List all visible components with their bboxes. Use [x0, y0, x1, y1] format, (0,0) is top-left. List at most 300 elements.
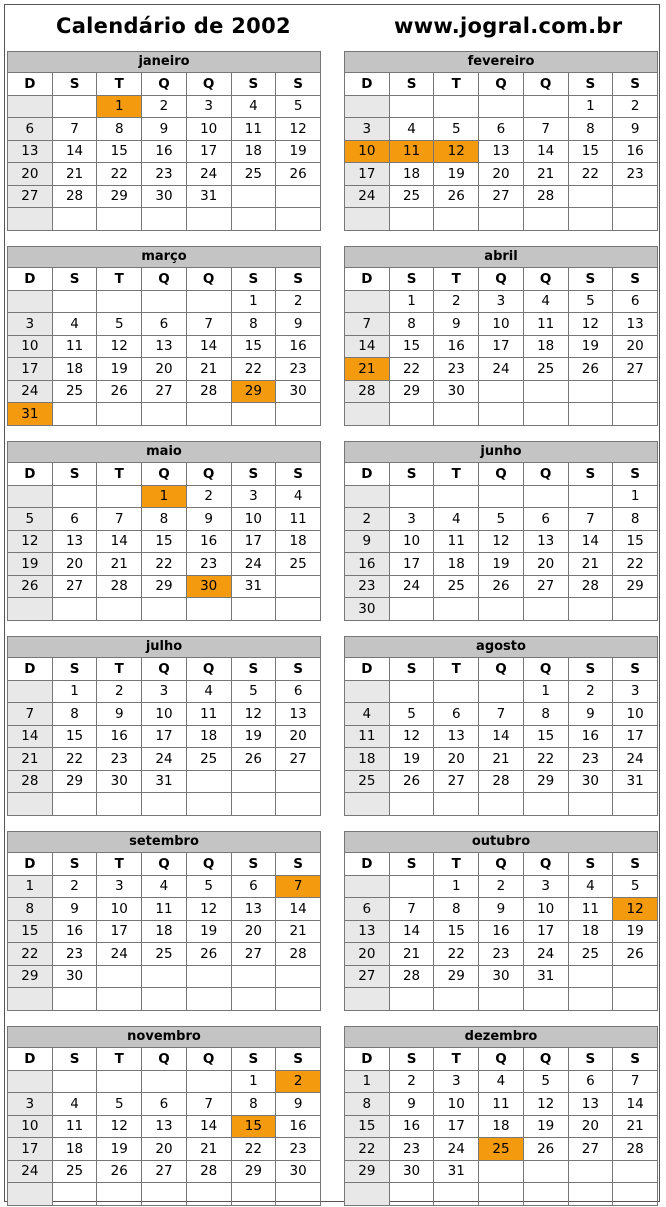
day-cell: 16 [276, 335, 321, 358]
day-cell: 21 [52, 163, 97, 186]
day-cell: 27 [568, 1138, 613, 1161]
day-cell: 22 [613, 553, 658, 576]
month-name: outubro [345, 832, 658, 853]
day-cell: 1 [52, 680, 97, 703]
day-cell: 25 [345, 770, 390, 793]
empty-cell [142, 290, 187, 313]
day-cell: 24 [389, 575, 434, 598]
empty-cell [276, 185, 321, 208]
empty-cell [434, 208, 479, 231]
weekday-label: S [276, 1048, 321, 1071]
empty-cell [142, 208, 187, 231]
day-cell: 9 [97, 703, 142, 726]
day-cell: 10 [8, 335, 53, 358]
day-cell: 8 [231, 1093, 276, 1116]
day-cell: 21 [389, 943, 434, 966]
empty-cell [568, 185, 613, 208]
day-cell: 24 [97, 943, 142, 966]
day-cell: 18 [434, 553, 479, 576]
empty-cell [434, 403, 479, 426]
weekday-label: T [434, 73, 479, 96]
weekday-label: S [389, 853, 434, 876]
day-cell: 29 [613, 575, 658, 598]
month-março [7, 246, 321, 426]
day-cell: 28 [186, 1160, 231, 1183]
day-cell: 24 [142, 748, 187, 771]
day-cell: 31 [8, 403, 53, 426]
day-cell: 12 [231, 703, 276, 726]
empty-cell [8, 680, 53, 703]
empty-cell [8, 598, 53, 621]
empty-cell [231, 185, 276, 208]
day-cell: 3 [523, 875, 568, 898]
day-cell: 14 [97, 530, 142, 553]
weekday-label: S [52, 1048, 97, 1071]
day-cell: 18 [345, 748, 390, 771]
weekday-label: S [613, 658, 658, 681]
empty-cell [613, 988, 658, 1011]
day-cell: 7 [523, 118, 568, 141]
day-cell: 25 [276, 553, 321, 576]
month-agosto [344, 636, 658, 816]
day-cell: 16 [142, 140, 187, 163]
weekday-label: Q [479, 1048, 524, 1071]
day-cell: 10 [613, 703, 658, 726]
weekday-label: D [345, 853, 390, 876]
empty-cell [434, 988, 479, 1011]
empty-cell [186, 208, 231, 231]
day-cell: 15 [52, 725, 97, 748]
month-name: fevereiro [345, 52, 658, 73]
empty-cell [613, 403, 658, 426]
empty-cell [389, 793, 434, 816]
day-cell: 24 [8, 1160, 53, 1183]
day-cell: 4 [434, 508, 479, 531]
day-cell: 11 [523, 313, 568, 336]
day-cell: 23 [276, 1138, 321, 1161]
day-cell: 16 [97, 725, 142, 748]
day-cell: 27 [434, 770, 479, 793]
day-cell: 14 [186, 1115, 231, 1138]
weekday-label: S [231, 268, 276, 291]
day-cell: 9 [389, 1093, 434, 1116]
day-cell: 31 [231, 575, 276, 598]
empty-cell [52, 988, 97, 1011]
empty-cell [523, 598, 568, 621]
empty-cell [479, 793, 524, 816]
month-abril [344, 246, 658, 426]
day-cell: 24 [434, 1138, 479, 1161]
day-cell: 26 [276, 163, 321, 186]
day-cell: 15 [389, 335, 434, 358]
weekday-label: S [568, 658, 613, 681]
empty-cell [142, 598, 187, 621]
weekday-label: Q [142, 1048, 187, 1071]
weekday-label: Q [523, 658, 568, 681]
day-cell: 27 [52, 575, 97, 598]
day-cell: 23 [434, 358, 479, 381]
empty-cell [389, 988, 434, 1011]
day-cell: 27 [142, 1160, 187, 1183]
day-cell: 8 [142, 508, 187, 531]
day-cell: 4 [389, 118, 434, 141]
weekday-label: S [568, 268, 613, 291]
weekday-label: T [97, 73, 142, 96]
day-cell: 18 [142, 920, 187, 943]
empty-cell [613, 598, 658, 621]
day-cell: 11 [345, 725, 390, 748]
month-name: setembro [8, 832, 321, 853]
day-cell: 5 [434, 118, 479, 141]
empty-cell [523, 988, 568, 1011]
day-cell: 10 [231, 508, 276, 531]
empty-cell [231, 770, 276, 793]
day-cell: 1 [345, 1070, 390, 1093]
day-cell: 2 [97, 680, 142, 703]
day-cell: 29 [389, 380, 434, 403]
weekday-label: S [613, 268, 658, 291]
day-cell: 28 [345, 380, 390, 403]
weekday-label: Q [479, 268, 524, 291]
empty-cell [186, 965, 231, 988]
day-cell: 2 [186, 485, 231, 508]
empty-cell [276, 770, 321, 793]
day-cell: 7 [97, 508, 142, 531]
empty-cell [523, 208, 568, 231]
day-cell: 14 [613, 1093, 658, 1116]
weekday-label: S [568, 853, 613, 876]
month-name: janeiro [8, 52, 321, 73]
day-cell: 17 [231, 530, 276, 553]
day-cell: 2 [434, 290, 479, 313]
day-cell: 23 [389, 1138, 434, 1161]
day-cell: 17 [389, 553, 434, 576]
weekday-label: T [97, 1048, 142, 1071]
empty-cell [52, 290, 97, 313]
day-cell: 6 [142, 313, 187, 336]
day-cell: 23 [52, 943, 97, 966]
weekday-label: S [276, 463, 321, 486]
month-name: maio [8, 442, 321, 463]
day-cell: 27 [231, 943, 276, 966]
day-cell: 12 [479, 530, 524, 553]
day-cell: 14 [276, 898, 321, 921]
day-cell: 23 [97, 748, 142, 771]
day-cell: 15 [434, 920, 479, 943]
day-cell: 13 [231, 898, 276, 921]
day-cell: 11 [231, 118, 276, 141]
day-cell: 5 [8, 508, 53, 531]
day-cell: 20 [568, 1115, 613, 1138]
empty-cell [186, 290, 231, 313]
day-cell: 13 [479, 140, 524, 163]
day-cell: 29 [523, 770, 568, 793]
day-cell: 20 [8, 163, 53, 186]
weekday-label: Q [186, 73, 231, 96]
day-cell: 20 [231, 920, 276, 943]
empty-cell [8, 485, 53, 508]
weekday-label: T [434, 658, 479, 681]
day-cell: 30 [479, 965, 524, 988]
day-cell: 31 [434, 1160, 479, 1183]
day-cell: 17 [142, 725, 187, 748]
weekday-label: T [97, 658, 142, 681]
day-cell: 19 [523, 1115, 568, 1138]
day-cell: 3 [142, 680, 187, 703]
day-cell: 26 [97, 380, 142, 403]
day-cell: 28 [568, 575, 613, 598]
empty-cell [345, 793, 390, 816]
day-cell: 12 [186, 898, 231, 921]
weekday-label: T [434, 268, 479, 291]
day-cell: 22 [568, 163, 613, 186]
day-cell: 1 [389, 290, 434, 313]
weekday-label: D [8, 853, 53, 876]
empty-cell [479, 598, 524, 621]
day-cell: 16 [568, 725, 613, 748]
empty-cell [389, 403, 434, 426]
weekday-label: S [52, 463, 97, 486]
day-cell: 15 [345, 1115, 390, 1138]
empty-cell [52, 208, 97, 231]
empty-cell [479, 1183, 524, 1206]
empty-cell [479, 208, 524, 231]
weekday-label: S [389, 463, 434, 486]
empty-cell [523, 380, 568, 403]
day-cell: 9 [345, 530, 390, 553]
day-cell: 2 [568, 680, 613, 703]
day-cell: 5 [523, 1070, 568, 1093]
day-cell: 7 [345, 313, 390, 336]
empty-cell [389, 598, 434, 621]
day-cell: 28 [523, 185, 568, 208]
day-cell: 31 [523, 965, 568, 988]
day-cell: 19 [479, 553, 524, 576]
day-cell: 27 [142, 380, 187, 403]
day-cell: 20 [142, 358, 187, 381]
empty-cell [568, 1183, 613, 1206]
empty-cell [479, 988, 524, 1011]
day-cell: 14 [52, 140, 97, 163]
day-cell: 17 [97, 920, 142, 943]
weekday-label: S [613, 463, 658, 486]
day-cell: 24 [613, 748, 658, 771]
day-cell: 24 [186, 163, 231, 186]
month-name: abril [345, 247, 658, 268]
weekday-label: S [231, 463, 276, 486]
weekday-label: S [231, 853, 276, 876]
day-cell: 26 [613, 943, 658, 966]
empty-cell [97, 403, 142, 426]
empty-cell [276, 793, 321, 816]
day-cell: 7 [389, 898, 434, 921]
empty-cell [389, 485, 434, 508]
day-cell: 4 [568, 875, 613, 898]
empty-cell [276, 988, 321, 1011]
day-cell: 6 [276, 680, 321, 703]
day-cell: 18 [231, 140, 276, 163]
empty-cell [568, 380, 613, 403]
day-cell: 18 [479, 1115, 524, 1138]
day-cell: 1 [97, 95, 142, 118]
weekday-label: T [434, 463, 479, 486]
day-cell: 23 [479, 943, 524, 966]
day-cell: 6 [8, 118, 53, 141]
empty-cell [389, 95, 434, 118]
day-cell: 6 [345, 898, 390, 921]
day-cell: 11 [434, 530, 479, 553]
weekday-label: Q [142, 73, 187, 96]
month-name: dezembro [345, 1027, 658, 1048]
empty-cell [613, 1183, 658, 1206]
empty-cell [345, 1183, 390, 1206]
day-cell: 26 [568, 358, 613, 381]
day-cell: 5 [568, 290, 613, 313]
day-cell: 31 [613, 770, 658, 793]
day-cell: 25 [434, 575, 479, 598]
day-cell: 21 [345, 358, 390, 381]
day-cell: 12 [97, 1115, 142, 1138]
day-cell: 20 [345, 943, 390, 966]
weekday-label: Q [523, 268, 568, 291]
day-cell: 11 [52, 1115, 97, 1138]
day-cell: 8 [523, 703, 568, 726]
day-cell: 17 [523, 920, 568, 943]
day-cell: 18 [568, 920, 613, 943]
day-cell: 16 [345, 553, 390, 576]
day-cell: 10 [142, 703, 187, 726]
empty-cell [97, 1070, 142, 1093]
empty-cell [568, 965, 613, 988]
day-cell: 2 [345, 508, 390, 531]
day-cell: 29 [97, 185, 142, 208]
day-cell: 5 [97, 313, 142, 336]
empty-cell [231, 1183, 276, 1206]
day-cell: 26 [97, 1160, 142, 1183]
day-cell: 3 [97, 875, 142, 898]
empty-cell [142, 1183, 187, 1206]
day-cell: 3 [434, 1070, 479, 1093]
empty-cell [613, 208, 658, 231]
empty-cell [186, 403, 231, 426]
empty-cell [568, 208, 613, 231]
day-cell: 19 [8, 553, 53, 576]
empty-cell [345, 208, 390, 231]
day-cell: 1 [523, 680, 568, 703]
empty-cell [389, 1183, 434, 1206]
day-cell: 6 [568, 1070, 613, 1093]
day-cell: 7 [276, 875, 321, 898]
day-cell: 21 [568, 553, 613, 576]
day-cell: 14 [345, 335, 390, 358]
weekday-label: Q [523, 853, 568, 876]
day-cell: 3 [8, 1093, 53, 1116]
day-cell: 28 [613, 1138, 658, 1161]
empty-cell [345, 875, 390, 898]
empty-cell [186, 1183, 231, 1206]
day-cell: 6 [231, 875, 276, 898]
day-cell: 17 [434, 1115, 479, 1138]
day-cell: 2 [613, 95, 658, 118]
day-cell: 27 [8, 185, 53, 208]
empty-cell [231, 793, 276, 816]
day-cell: 13 [8, 140, 53, 163]
empty-cell [276, 208, 321, 231]
day-cell: 18 [389, 163, 434, 186]
day-cell: 20 [276, 725, 321, 748]
weekday-label: Q [523, 73, 568, 96]
day-cell: 2 [52, 875, 97, 898]
day-cell: 4 [231, 95, 276, 118]
day-cell: 16 [479, 920, 524, 943]
day-cell: 25 [389, 185, 434, 208]
empty-cell [97, 793, 142, 816]
day-cell: 3 [345, 118, 390, 141]
day-cell: 8 [231, 313, 276, 336]
day-cell: 13 [613, 313, 658, 336]
day-cell: 19 [276, 140, 321, 163]
day-cell: 9 [479, 898, 524, 921]
day-cell: 15 [231, 1115, 276, 1138]
day-cell: 11 [52, 335, 97, 358]
day-cell: 21 [186, 358, 231, 381]
day-cell: 21 [523, 163, 568, 186]
day-cell: 21 [186, 1138, 231, 1161]
day-cell: 19 [97, 1138, 142, 1161]
empty-cell [568, 403, 613, 426]
empty-cell [479, 95, 524, 118]
weekday-label: Q [186, 1048, 231, 1071]
weekday-label: S [231, 658, 276, 681]
weekday-label: D [345, 1048, 390, 1071]
day-cell: 2 [276, 290, 321, 313]
day-cell: 30 [276, 1160, 321, 1183]
day-cell: 13 [52, 530, 97, 553]
day-cell: 7 [613, 1070, 658, 1093]
month-name: julho [8, 637, 321, 658]
page-title: Calendário de 2002 [56, 14, 291, 38]
day-cell: 12 [613, 898, 658, 921]
day-cell: 15 [8, 920, 53, 943]
day-cell: 10 [389, 530, 434, 553]
weekday-label: S [52, 73, 97, 96]
month-name: março [8, 247, 321, 268]
weekday-label: T [97, 268, 142, 291]
day-cell: 20 [434, 748, 479, 771]
day-cell: 8 [52, 703, 97, 726]
day-cell: 25 [142, 943, 187, 966]
day-cell: 2 [389, 1070, 434, 1093]
day-cell: 10 [479, 313, 524, 336]
day-cell: 8 [8, 898, 53, 921]
empty-cell [276, 403, 321, 426]
weekday-label: T [97, 853, 142, 876]
weekday-label: S [276, 73, 321, 96]
empty-cell [276, 598, 321, 621]
day-cell: 7 [479, 703, 524, 726]
weekday-label: Q [479, 658, 524, 681]
day-cell: 3 [186, 95, 231, 118]
weekday-label: D [8, 73, 53, 96]
empty-cell [97, 965, 142, 988]
day-cell: 16 [389, 1115, 434, 1138]
day-cell: 12 [434, 140, 479, 163]
month-novembro [7, 1026, 321, 1206]
day-cell: 19 [186, 920, 231, 943]
empty-cell [389, 875, 434, 898]
weekday-label: T [434, 1048, 479, 1071]
day-cell: 27 [345, 965, 390, 988]
